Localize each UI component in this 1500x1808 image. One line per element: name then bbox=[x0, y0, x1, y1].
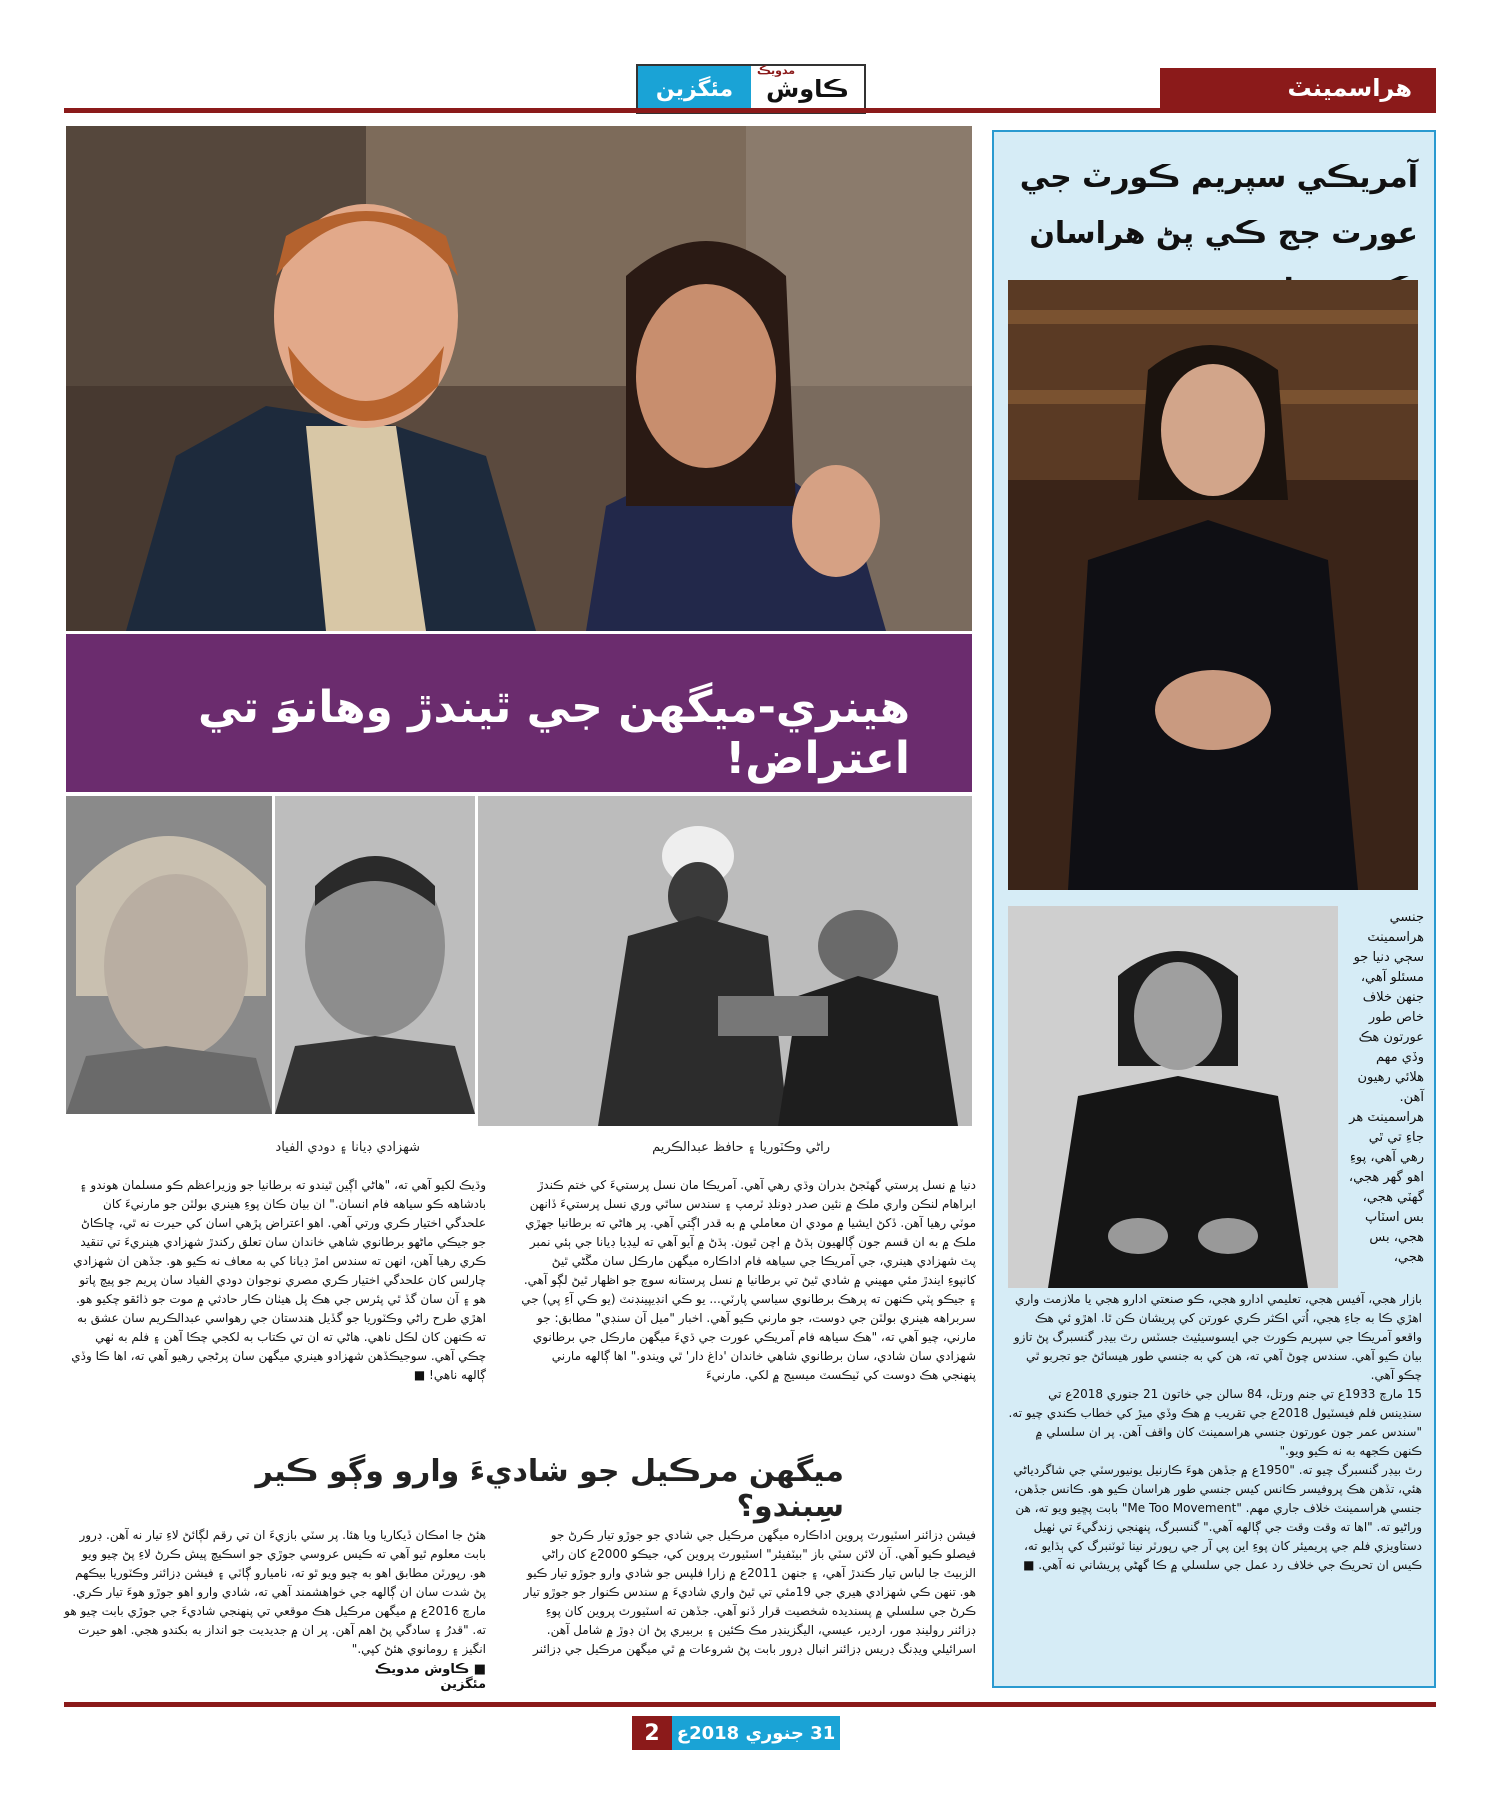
article-column-right: دنيا ۾ نسل پرستي گهٽجڻ بدران وڌي رهي آهي. آمريڪا مان نسل پرستيءَ کي ختم ڪندڙ ابراهام لنڪن واري ملڪ ۾ نئين صدر ڊونلڊ ٽرمپ ۽ سندس ساٿي وري نسل پرستيءَ ڏانهن موٽي رهيا آهن. ڏکڻ ايشيا ۾ مودي ان معاملي ۾ به قدر اڳتي آهي. پر هاڻي ته برطانيا جهڙي ملڪ ۾ به ان قسم جون ڳالهيون ٻڌڻ ۾ اچن ٿيون. ٻڌڻ ۾ آيو آهي ته ليڊيا ڊيانا جي ٻئي نمبر پٽ شهزادي هينري، جي آمريڪا جي سياهه فام اداڪاره ميگهن مارڪل سان مڱڻي ٿيڻ کانپوءِ ايندڙ مئي مهيني ۾ شادي ٿيڻ تي برطانيا ۾ نسل پرستانه سوچ جو اظهار ٿيڻ لڳو آهي. ۽ جيڪو پٽي ڪنهن ته پرهڪ برطانوي سياسي پارٽي... يو ڪي انڊيپينڊنٽ (يو ڪي آءِ پي) جي سربراهه هينري بولٽن جي دوست، جو مارني ڪيو آهي. اخبار "ميل آن سنڊي" مطابق: جو مارني، چيو آهي ته، "هڪ سياهه فام آمريڪي عورت جي ڌيءَ ميگهن مارڪل جي برطانوي شهزادي سان شادي، سان برطانوي شاهي خاندان 'داغ دار' ٿي ويندو." اها ڳالهه مارني پنهنجي هڪ دوست کي ٽيڪسٽ ميسيج ۾ لکي. مارنيءَ bbox=[521, 1178, 976, 1382]
logo-kawish-text: ڪاوش bbox=[766, 75, 849, 103]
section-title: هراسمينٽ bbox=[1160, 68, 1436, 108]
sidebar-paragraph-1: بازار هجي، آفيس هجي، تعليمي ادارو هجي، ڪو صنعتي ادارو هجي يا ملازمت واري اهڙي ڪا به جاءِ هجي، اُتي اڪثر ڪري عورتن کي پريشان ڪن ٿا. اهڙو ئي هڪ واقعو آمريڪا جي سپريم ڪورٽ جي ايسوسيئيٽ جسٽس رٿ بيڊر گنسبرگ پڻ تازو بيان ڪيو آهي. سندس چوڻ آهي ته، هن کي به جنسي طور هيسائڻ جو تجربو ٿي چڪو آهي. bbox=[1013, 1292, 1422, 1382]
article2-column-left: هئڻ جا امڪان ڏيکاريا ويا هئا. پر سٽي بازيءَ ان تي رقم لڳائڻ لاءِ تيار نه آهن. ڊرور بابت معلوم ٿيو آهي ته ڪيس عروسي جوڙي جو اسڪيچ پيش ڪرڻ لاءِ پڻ چيو ويو هو. رپورٽن مطابق اهو به چيو ويو ٿو ته، ناميارو ڳاٽي ۽ فيشن ڊزائنر وڪٽوريا بيڪهم پڻ شدت سان ان ڳالهه جي خواهشمند آهي ته، شادي وارو اهو جوڙو هوءَ تيار ڪري. مارچ 2016ع ۾ ميگهن مرڪيل هڪ موقعي تي پنهنجي شاديءَ جي جوڙي بابت چيو هو ته. "قدرُ ۽ سادگي پڻ اهم آهن. پر ان ۾ جديديت جو انداز به بکندو هجي. اهو حيرت انگيز ۽ رومانوي هئڻ کپي." bbox=[64, 1528, 486, 1656]
article-column-left: وڌيڪ لکيو آهي ته، "هاڻي اڳين ٿيندو ته برطانيا جو وزيراعظم ڪو مسلمان هوندو ۽ بادشاهه ڪو سياهه فام انسان." ان بيان ڪان پوءِ هينري بولٽن جو مارنيءَ کان علحدگي اختيار ڪري ورتي آهي. اهو اعتراض پڙهي اسان کي حيرت نه ٿي، ڇاڪاڻ جو جيڪي ماڻهو برطانوي شاهي خاندان سان تعلق رکندڙ شهزادي هينريءَ تي تنقيد ڪري رهيا آهن، انهن ته سندس امڙ ڊيانا کي به معاف نه ڪيو هو. جڏهن ان شهزادي چارلس کان علحدگي اختيار ڪري مصري نوجوان دودي الفياد سان پريم جو پيچ پاتو هو ۽ آن سان گڏ ٿي پئرس جي هڪ پل هيٺان ڪار حادثي ۾ موت جو ذائقو چکيو هو. اهڙي طرح راڻي وڪٽوريا جو گڏيل هندستان جي رهواسي عبدالڪريم سان عشق به ته ڪنهن کان لڪل ناهي. هاڻي ته ان تي ڪتاب به لکجي چڪا آهن ۽ فلم به ٺهي چڪي آهي. سوجيڪڏهن شهزادو هينري ميگهن سان پرڻجي رهيو آهي ته، اها ڪا وڏي ڳالهه ناهي! ■ bbox=[71, 1178, 486, 1382]
article-credit: ■ ڪاوش مدويڪ مئگزين bbox=[374, 1662, 486, 1692]
caption-victoria: راڻي وڪٽوريا ۽ حافظ عبدالڪريم bbox=[652, 1140, 830, 1155]
sub-headline: ميگهن مرڪيل جو شاديءَ وارو وڳو ڪير سِبندو؟ bbox=[255, 1454, 844, 1524]
photo-dodi-al-fayed bbox=[275, 796, 475, 1114]
main-photo-harry-meghan bbox=[66, 126, 972, 631]
photo-justice-ginsburg-bw bbox=[1008, 906, 1338, 1288]
logo-kawish-word bbox=[751, 66, 864, 112]
magazine-logo bbox=[636, 64, 866, 114]
sidebar-narrow-text: جنسي هراسمينٽ سڄي دنيا جو مسئلو آهي، جنهن خلاف خاص طور عورتون هڪ وڏي مهم هلائي رهيون آهن. هراسمينٽ هر جاءِ تي ٿي رهي آهي، پوءِ اهو گهر هجي، گهٽي هجي، بس اسٽاپ هجي، بس هجي، bbox=[1348, 910, 1424, 1265]
photo-princess-diana bbox=[66, 796, 272, 1114]
main-headline: هينري-ميگهن جي ٿيندڙ وهانوَ تي اعتراض! bbox=[197, 682, 910, 784]
sidebar-title: آمريڪي سپريم ڪورٽ جي عورت جج ڪي پڻ هراسان bbox=[1019, 160, 1418, 251]
sidebar-paragraph-3: رٿ بيڊر گنسبرگ چيو ته. "1950ع ۾ جڏهن هوءَ ڪارنيل يونيورسٽي جي شاگردياڻي هئي، تڏهن هڪ پروفيسر ڪانس کيس جنسي طور هراسان ڪيو هو. ڪانس جڏهن، جنسي هراسمينٽ خلاف جاري مهم. "Me Too Movement" بابت پڇيو ويو ته، هن وراڻيو ته. "اها ته وقت وقت جي ڳالهه آهي." گنسبرگ، پنهنجي زندگيءَ تي ٺهيل دستاويزي فلم جي پريميئر کان پوءِ اين پي آر جي رپورٽر نينا ٽوٽنبرگ کي ٻڌايو ته، ڪيس ان تحريڪ جي خلاف رد عمل جي سلسلي ۾ ڪا گهڻي پريشاني نه آهي. ■ bbox=[1013, 1463, 1422, 1572]
caption-diana: شهزادي ڊيانا ۽ دودي الفياد bbox=[275, 1140, 420, 1155]
sidebar-full-text bbox=[1008, 1290, 1422, 1575]
issue-date: 31 جنوري 2018ع bbox=[672, 1716, 840, 1750]
logo-magazine-word: مئگزين bbox=[638, 66, 751, 112]
logo-midweek-word: مدويڪ bbox=[757, 64, 796, 77]
sidebar-paragraph-2: 15 مارچ 1933ع تي جنم ورتل، 84 سالن جي خاتون 21 جنوري 2018ع تي سنڊينس فلم فيسٽيول 2018ع جي تقريب ۾ هڪ وڏي ميڙ کي خطاب ڪندي چيو ته. "سندس عمر جون عورتون جنسي هراسمينٽ کان واقف آهن. پر ان سلسلي ۾ ڪنهن ڪجهه به نه ڪيو ويو." bbox=[1008, 1387, 1422, 1458]
article2-column-right: فيشن ڊزائنر اسٽيورٽ پروين اداڪاره ميگهن مرڪيل جي شادي جو جوڙو تيار ڪرڻ جو فيصلو ڪيو آهي. آن لائن سٽي باز "بيٽفيئر" اسٽيورٽ پروين کي، جيڪو 2000ع کان راڻي الزبيٿ جا لباس تيار ڪندڙ آهي، ۽ جنهن 2011ع ۾ زارا فلپس جو شادي وارو جوڙو تيار ڪيو هو. تنهن ڪي شهزادي هيري جي 19مئي تي ٿيڻ واري شاديءَ ۾ سندس ڪنوار جو جوڙو تيار ڪرڻ جي سلسلي ۾ پسنديده شخصيت قرار ڏنو آهي. جڏهن ته اسٽيورٽ پروين کان پوءِ ڊزائنر رولينڊ مور، اردير، عيسي، اليگزينڊر مڪ ڪئين ۽ بربيري پڻ ان ڊوڙ ۾ شامل آهن. اسرائيلي ويڊنگ ڊريس ڊزائنر انبال ڊرور بابت پڻ شروعات ۾ ٿي ميگهن مرڪيل جي ڊزائنر bbox=[523, 1528, 976, 1656]
footer-divider bbox=[64, 1702, 1436, 1707]
photo-justice-ginsburg-color bbox=[1008, 280, 1418, 890]
header-divider bbox=[64, 108, 1436, 113]
page-number: 2 bbox=[632, 1716, 672, 1750]
photo-queen-victoria-abdul-karim bbox=[478, 796, 972, 1126]
footer bbox=[632, 1716, 840, 1750]
